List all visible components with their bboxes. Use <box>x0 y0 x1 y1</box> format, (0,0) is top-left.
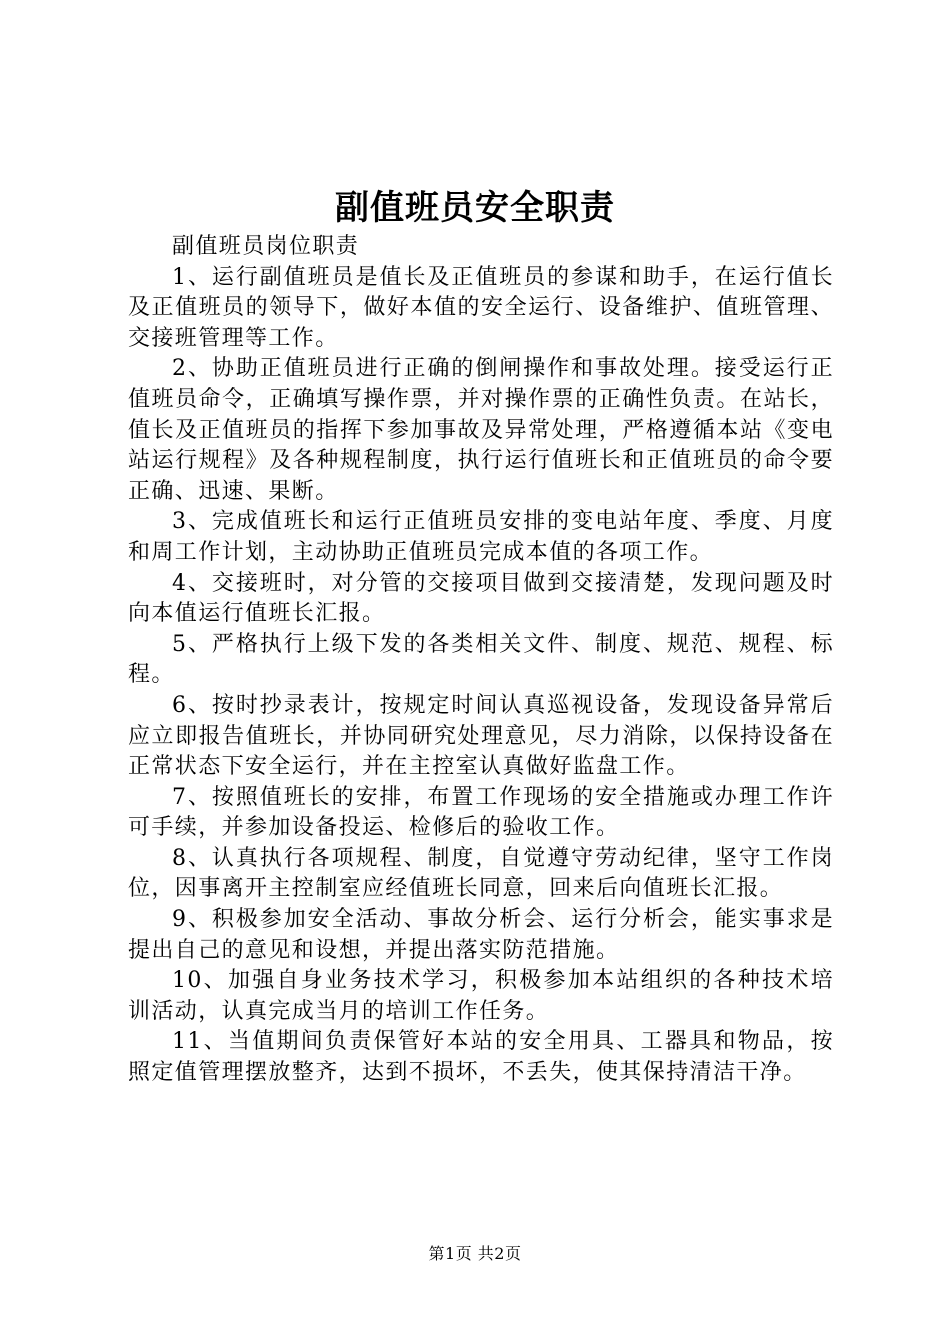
document-title: 副值班员安全职责 <box>335 188 615 228</box>
paragraph-5: 5、严格执行上级下发的各类相关文件、制度、规范、规程、标程。 <box>128 631 834 688</box>
paragraph-4: 4、交接班时，对分管的交接项目做到交接清楚，发现问题及时向本值运行值班长汇报。 <box>128 570 834 627</box>
paragraph-1: 1、运行副值班员是值长及正值班员的参谋和助手，在运行值长及正值班员的领导下，做好本值的安全运行、设备维护、值班管理、交接班管理等工作。 <box>128 264 834 351</box>
paragraph-8: 8、认真执行各项规程、制度，自觉遵守劳动纪律，坚守工作岗位，因事离开主控制室应经值班长同意，回来后向值班长汇报。 <box>128 845 834 902</box>
paragraph-2: 2、协助正值班员进行正确的倒闸操作和事故处理。接受运行正值班员命令，正确填写操作票，并对操作票的正确性负责。在站长，值长及正值班员的指挥下参加事故及异常处理，严格遵循本站《变电站运行规程》及各种规程制度，执行运行值班长和正值班员的命令要正确、迅速、果断。 <box>128 356 834 504</box>
paragraph-9: 9、积极参加安全活动、事故分析会、运行分析会，能实事求是提出自己的意见和设想，并提出落实防范措施。 <box>128 907 834 963</box>
paragraph-7: 7、按照值班长的安排，布置工作现场的安全措施或办理工作许可手续，并参加设备投运、检修后的验收工作。 <box>128 784 834 841</box>
paragraph-11: 11、当值期间负责保管好本站的安全用具、工器具和物品，按照定值管理摆放整齐，达到不损坏，不丢失，使其保持清洁干净。 <box>128 1029 834 1086</box>
paragraph-10: 10、加强自身业务技术学习，积极参加本站组织的各种技术培训活动，认真完成当月的培训工作任务。 <box>128 968 834 1024</box>
paragraph-3: 3、完成值班长和运行正值班员安排的变电站年度、季度、月度和周工作计划，主动协助正值班员完成本值的各项工作。 <box>128 509 834 565</box>
section-heading: 副值班员岗位职责 <box>172 234 360 259</box>
document-body <box>128 232 834 1089</box>
page-footer: 第1页 共2页 <box>428 1244 522 1263</box>
paragraph-6: 6、按时抄录表计，按规定时间认真巡视设备，发现设备异常后应立即报告值班长，并协同研究处理意见，尽力消除，以保持设备在正常状态下安全运行，并在主控室认真做好监盘工作。 <box>128 692 834 780</box>
